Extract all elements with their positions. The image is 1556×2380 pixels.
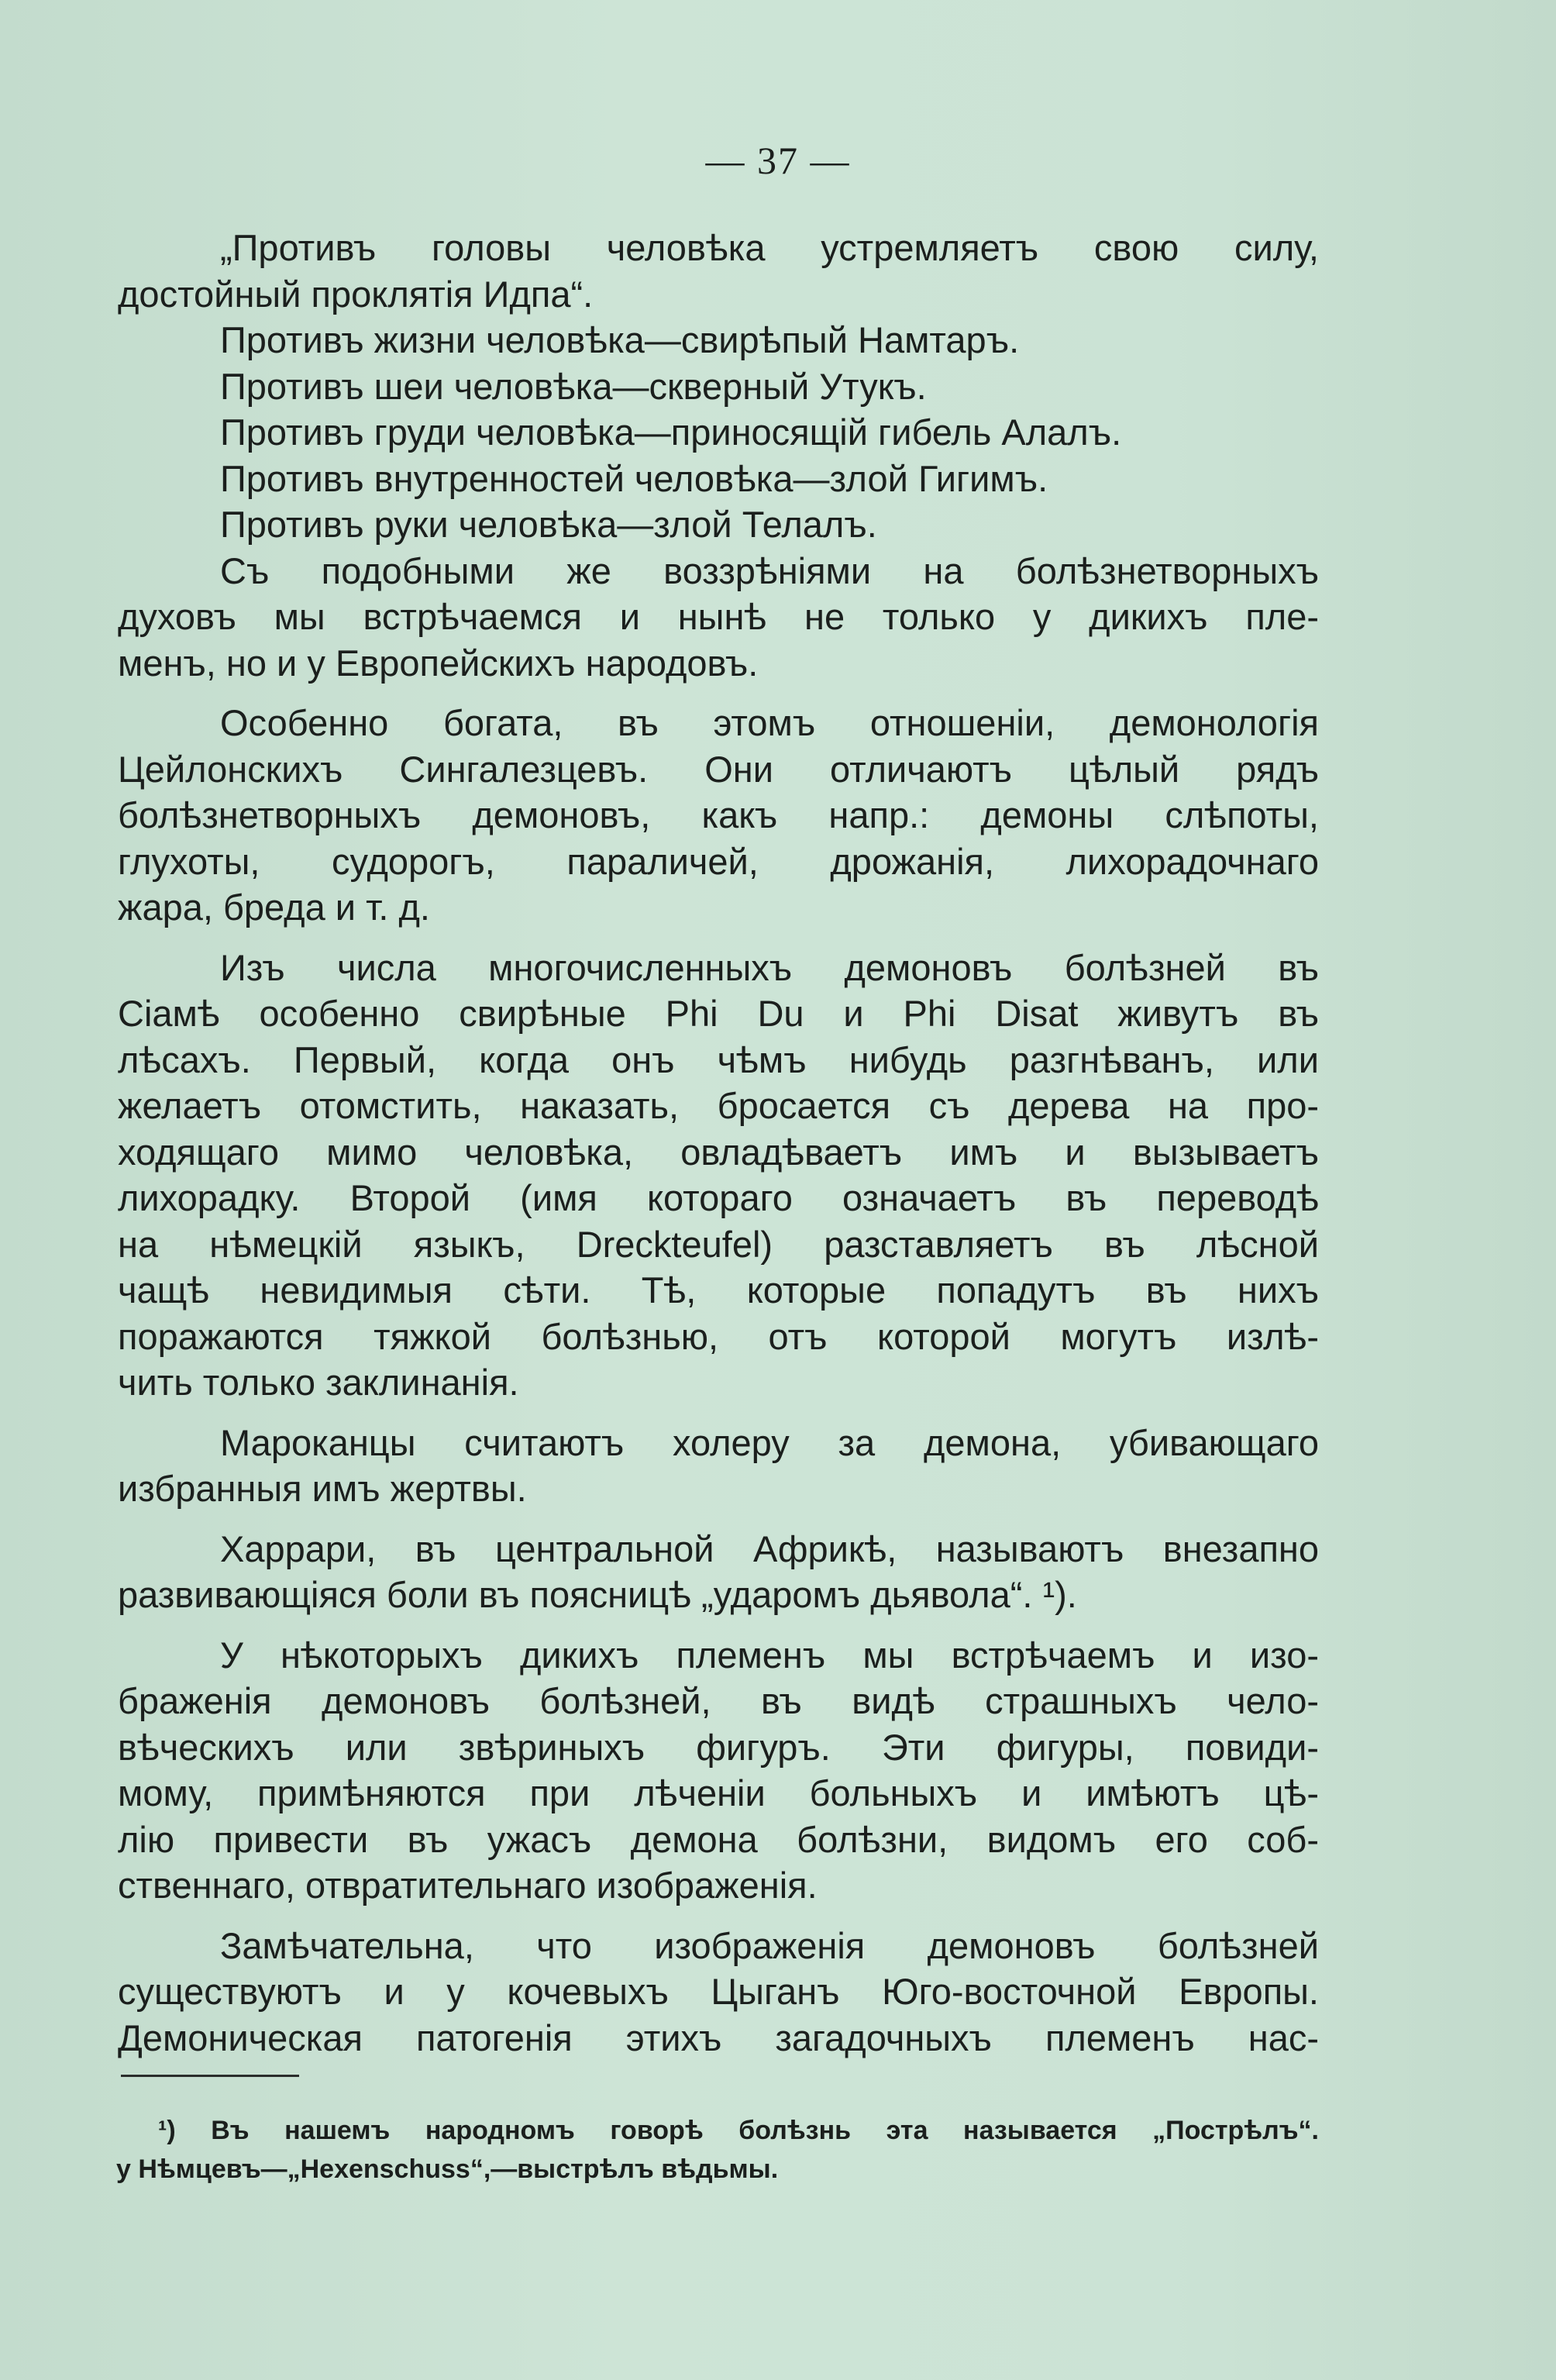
- text-line: ственнаго, отвратительнаго изображенія.: [118, 1865, 818, 1906]
- text-line: Замѣчательна, что изображенія демоновъ болѣзней: [220, 1924, 1319, 1966]
- text-line: Противъ груди человѣка—приносящій гибель Алалъ.: [220, 412, 1122, 453]
- text-line: Изъ числа многочисленныхъ демоновъ болѣзней въ: [220, 946, 1319, 988]
- footnote-line: ¹) Въ нашемъ народномъ говорѣ болѣзнь эта называется „Пострѣлъ“.: [158, 2116, 1319, 2145]
- text-line: Противъ жизни человѣка—свирѣпый Намтаръ.: [220, 319, 1020, 360]
- text-line: существуютъ и у кочевыхъ Цыганъ Юго-восточной Европы.: [118, 1971, 1319, 2012]
- text-line: вѣческихъ или звѣриныхъ фигуръ. Эти фигуры, повиди-: [118, 1726, 1319, 1768]
- paragraph: [118, 548, 1319, 687]
- text-line: менъ, но и у Европейскихъ народовъ.: [118, 642, 759, 684]
- paragraph: [118, 1923, 1319, 2061]
- paragraph: [118, 225, 1319, 317]
- text-line: лихорадку. Второй (имя котораго означаетъ въ переводѣ: [118, 1177, 1319, 1218]
- text-line: Цейлонскихъ Сингалезцевъ. Они отличаютъ цѣлый рядъ: [118, 748, 1319, 790]
- footnote: [116, 2111, 1319, 2189]
- text-line: мому, примѣняются при лѣченіи больныхъ и имѣютъ цѣ-: [118, 1772, 1319, 1813]
- text-line: избранныя имъ жертвы.: [118, 1468, 527, 1509]
- text-line: чить только заклинанія.: [118, 1362, 519, 1403]
- paragraph: [118, 363, 1319, 410]
- text-line: духовъ мы встрѣчаемся и нынѣ не только у дикихъ пле-: [118, 596, 1319, 637]
- body-text: [118, 225, 1319, 2061]
- text-line: желаетъ отомстить, наказать, бросается съ дерева на про-: [118, 1085, 1319, 1126]
- page-number: — 37 —: [705, 139, 851, 182]
- text-line: жара, бреда и т. д.: [118, 887, 430, 928]
- paragraph: [118, 501, 1319, 548]
- paragraph: [118, 1526, 1319, 1618]
- text-line: Противъ шеи человѣка—скверный Утукъ.: [220, 365, 927, 407]
- text-line: лѣсахъ. Первый, когда онъ чѣмъ нибудь разгнѣванъ, или: [118, 1038, 1319, 1080]
- text-line: У нѣкоторыхъ дикихъ племенъ мы встрѣчаемъ и изо-: [220, 1634, 1319, 1676]
- text-line: Особенно богата, въ этомъ отношеніи, демонологія: [220, 702, 1319, 743]
- text-line: достойный проклятія Идпа“.: [118, 273, 594, 315]
- paragraph: [118, 409, 1319, 456]
- text-line: Противъ внутренностей человѣка—злой Гигимъ.: [220, 457, 1048, 499]
- paragraph: [118, 1420, 1319, 1512]
- footnote-divider: [121, 2075, 299, 2077]
- paragraph: [118, 317, 1319, 363]
- text-line: болѣзнетворныхъ демоновъ, какъ напр.: демоны слѣпоты,: [118, 794, 1319, 835]
- paragraph: [118, 945, 1319, 1406]
- paragraph: [118, 700, 1319, 931]
- footnote-line: у Нѣмцевъ—„Hexenschuss“,—выстрѣлъ вѣдьмы.: [116, 2154, 779, 2184]
- text-line: Сіамѣ особенно свирѣные Phi Du и Phi Disat живутъ въ: [118, 993, 1319, 1034]
- text-line: чащѣ невидимыя сѣти. Тѣ, которые попадутъ въ нихъ: [118, 1269, 1319, 1311]
- text-line: глухоты, судорогъ, параличей, дрожанія, лихорадочнаго: [118, 840, 1319, 882]
- text-line: „Противъ головы человѣка устремляетъ свою силу,: [220, 227, 1319, 268]
- paragraph: [118, 456, 1319, 502]
- text-line: браженія демоновъ болѣзней, въ видѣ страшныхъ чело-: [118, 1680, 1319, 1721]
- text-line: Демоническая патогенія этихъ загадочныхъ племенъ нас-: [118, 2017, 1319, 2058]
- text-line: Противъ руки человѣка—злой Телалъ.: [220, 504, 877, 545]
- paragraph: [118, 1632, 1319, 1909]
- text-line: Съ подобными же воззрѣніями на болѣзнетворныхъ: [220, 549, 1319, 591]
- text-line: Харрари, въ центральной Африкѣ, называютъ внезапно: [220, 1528, 1319, 1569]
- text-line: развивающіяся боли въ поясницѣ „ударомъ дьявола“. ¹).: [118, 1574, 1077, 1615]
- text-line: на нѣмецкій языкъ, Dreckteufel) разставляетъ въ лѣсной: [118, 1223, 1319, 1265]
- text-line: ходящаго мимо человѣка, овладѣваетъ имъ и вызываетъ: [118, 1131, 1319, 1173]
- text-line: лію привести въ ужасъ демона болѣзни, видомъ его соб-: [118, 1818, 1319, 1860]
- text-line: Мароканцы считаютъ холеру за демона, убивающаго: [220, 1421, 1319, 1463]
- text-line: поражаются тяжкой болѣзнью, отъ которой могутъ излѣ-: [118, 1315, 1319, 1357]
